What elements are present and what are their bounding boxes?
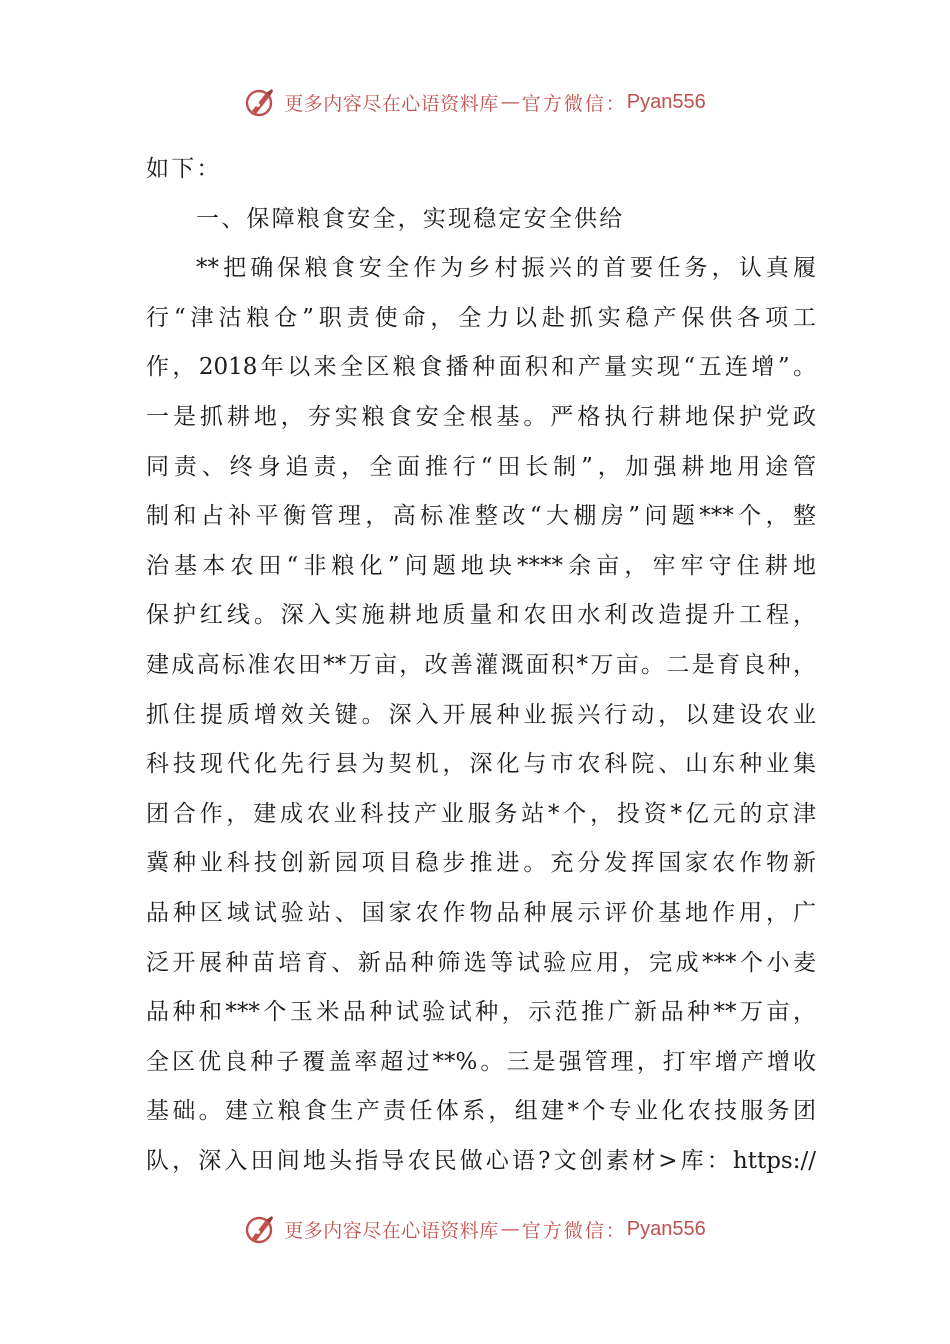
text-line-3: **把确保粮食安全作为乡村振兴的首要任务，认真履 [196,255,816,282]
text-line-14: 团合作，建成农业科技产业服务站*个，投资*亿元的京津 [146,800,816,827]
text-line-11: 建成高标准农田**万亩，改善灌溉面积*万亩。二是育良种， [146,651,816,678]
text-line-8: 制和占补平衡管理，高标准整改“大棚房”问题***个，整 [146,503,816,530]
text-line-7: 同责、终身追责，全面推行“田长制”，加强耕地用途管 [146,453,816,480]
section-heading: 一、保障粮食安全，实现稳定安全供给 [196,205,625,232]
footer-wechat-id: Pyan556 [626,1217,706,1240]
pen-circle-icon [244,85,278,119]
text-line-6: 一是抓耕地，夯实粮食安全根基。严格执行耕地保护党政 [146,403,816,430]
text-line-5: 作，2018年以来全区粮食播种面积和产量实现“五连增”。 [146,354,816,381]
text-line-19: 全区优良种子覆盖率超过**%。三是强管理，打牢增产增收 [146,1048,816,1075]
document-body [146,145,816,1186]
text-line-20: 基础。建立粮食生产责任体系，组建*个专业化农技服务团 [146,1098,816,1125]
header-wechat-label: 官方微信： [521,92,627,115]
text-line-16: 品种区域试验站、国家农作物品种展示评价基地作用，广 [146,899,816,926]
text-line-13: 科技现代化先行县为契机，深化与市农科院、山东种业集 [146,751,816,778]
header-wechat-id: Pyan556 [626,90,706,113]
footer-wechat-label: 官方微信： [521,1219,627,1242]
text-line-10: 保护红线。深入实施耕地质量和农田水利改造提升工程， [146,602,816,629]
header-banner [0,82,950,122]
footer-banner [0,1209,950,1249]
text-line-9: 治基本农田“非粮化”问题地块****余亩，牢牢守住耕地 [146,552,816,579]
header-dash: — [500,91,520,113]
pen-circle-icon [244,1212,278,1246]
text-line-1: 如下： [146,156,222,182]
text-line-17: 泛开展种苗培育、新品种筛选等试验应用，完成***个小麦 [146,949,816,976]
footer-dash: — [500,1218,520,1240]
text-line-18: 品种和***个玉米品种试验试种，示范推广新品种**万亩， [146,999,816,1026]
footer-site-name: 更多内容尽在心语资料库 [284,1219,499,1242]
text-line-12: 抓住提质增效关键。深入开展种业振兴行动，以建设农业 [146,701,816,728]
header-site-name: 更多内容尽在心语资料库 [284,92,499,115]
text-line-21: 队，深入田间地头指导农民做心语?文创素材>库：https:// [146,1147,816,1174]
text-line-15: 冀种业科技创新园项目稳步推进。充分发挥国家农作物新 [146,850,816,877]
text-line-4: 行“津沽粮仓”职责使命，全力以赴抓实稳产保供各项工 [146,304,816,331]
